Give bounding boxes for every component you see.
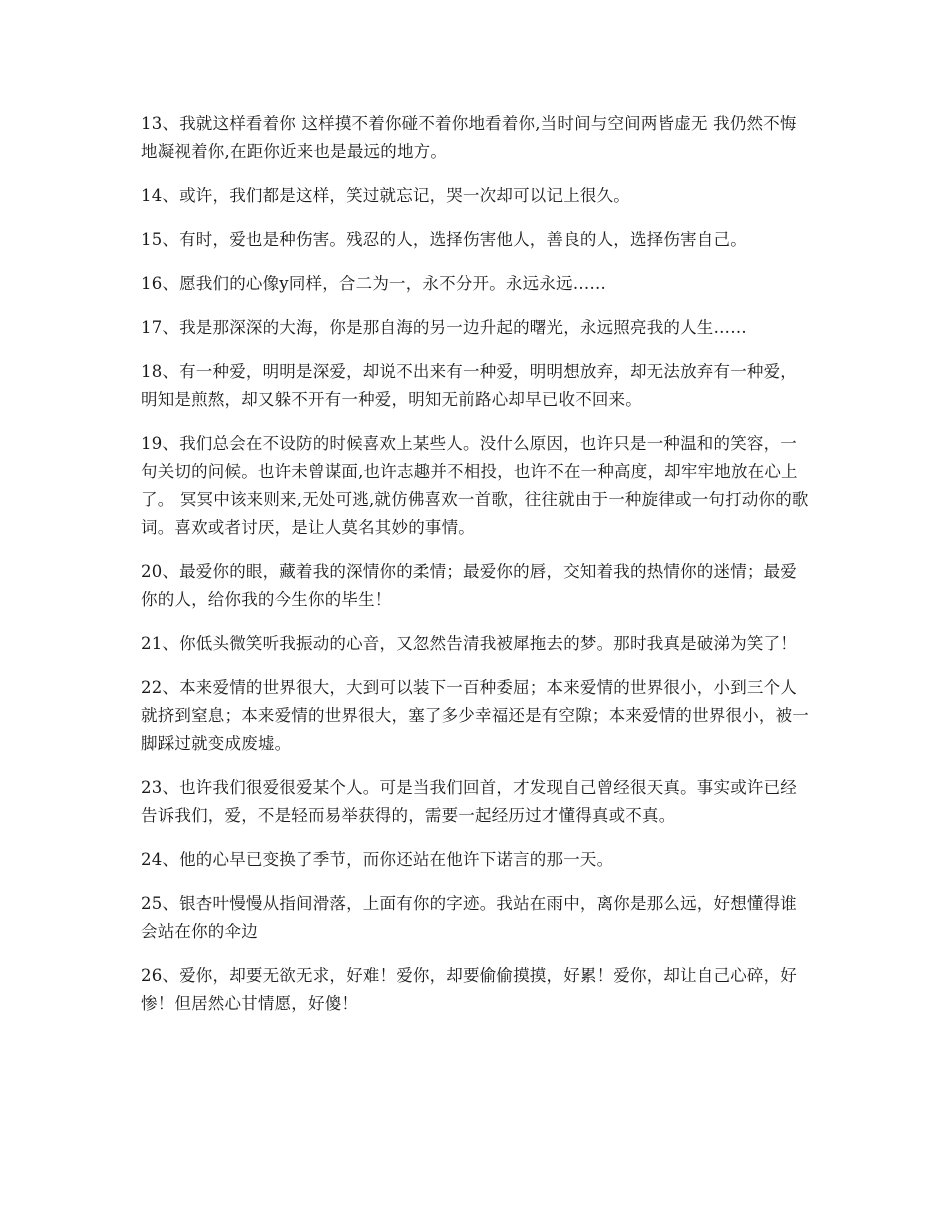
paragraph-16: 16、愿我们的心像y同样，合二为一，永不分开。永远永远…… [141, 274, 607, 293]
paragraph-19: 19、我们总会在不设防的时候喜欢上某些人。没什么原因，也许只是一种温和的笑容，一句关切的问候。也许未曾谋面,也许志趣并不相投，也许不在一种高度，却牢牢地放在心上了。 冥冥中该来则来,无处可逃,就仿佛喜欢一首歌，往往就由于一种旋律或一句打动你的歌词。喜欢或者讨厌，是让人莫名其妙的事情。 [141, 434, 809, 537]
paragraph-15: 15、有时，爱也是种伤害。残忍的人，选择伤害他人，善良的人，选择伤害自己。 [141, 230, 747, 249]
paragraph-22: 22、本来爱情的世界很大，大到可以装下一百种委屈；本来爱情的世界很小，小到三个人就挤到窒息；本来爱情的世界很大，塞了多少幸福还是有空隙；本来爱情的世界很小，被一脚踩过就变成废墟。 [141, 678, 809, 753]
paragraph-24: 24、他的心早已变换了季节，而你还站在他许下诺言的那一天。 [141, 850, 614, 869]
paragraph-23: 23、也许我们很爱很爱某个人。可是当我们回首，才发现自己曾经很天真。事实或许已经告诉我们，爱，不是轻而易举获得的，需要一起经历过才懂得真或不真。 [141, 778, 797, 825]
paragraph-13: 13、我就这样看着你 这样摸不着你碰不着你地看着你,当时间与空间两皆虚无 我仍然不悔地凝视着你,在距你近来也是最远的地方。 [141, 114, 797, 161]
paragraph-18: 18、有一种爱，明明是深爱，却说不出来有一种爱，明明想放弃，却无法放弃有一种爱，明知是煎熬，却又躲不开有一种爱，明知无前路心却早已收不回来。 [141, 362, 797, 409]
paragraph-26: 26、爱你，却要无欲无求，好难！爱你，却要偷偷摸摸，好累！爱你，却让自己心碎，好惨！但居然心甘情愿，好傻！ [141, 966, 797, 1013]
paragraph-20: 20、最爱你的眼，藏着我的深情你的柔情；最爱你的唇，交知着我的热情你的迷情；最爱你的人，给你我的今生你的毕生！ [141, 562, 797, 609]
paragraph-25: 25、银杏叶慢慢从指间滑落，上面有你的字迹。我站在雨中，离你是那么远，好想懂得谁会站在你的伞边 [141, 894, 797, 941]
paragraph-17: 17、我是那深深的大海，你是那自海的另一边升起的曙光，永远照亮我的人生…… [141, 318, 747, 337]
paragraph-21: 21、你低头微笑听我振动的心音，又忽然告清我被犀拖去的梦。那时我真是破涕为笑了！ [141, 634, 797, 653]
paragraph-14: 14、或许，我们都是这样，笑过就忘记，哭一次却可以记上很久。 [141, 186, 630, 205]
document-body [141, 110, 811, 1034]
